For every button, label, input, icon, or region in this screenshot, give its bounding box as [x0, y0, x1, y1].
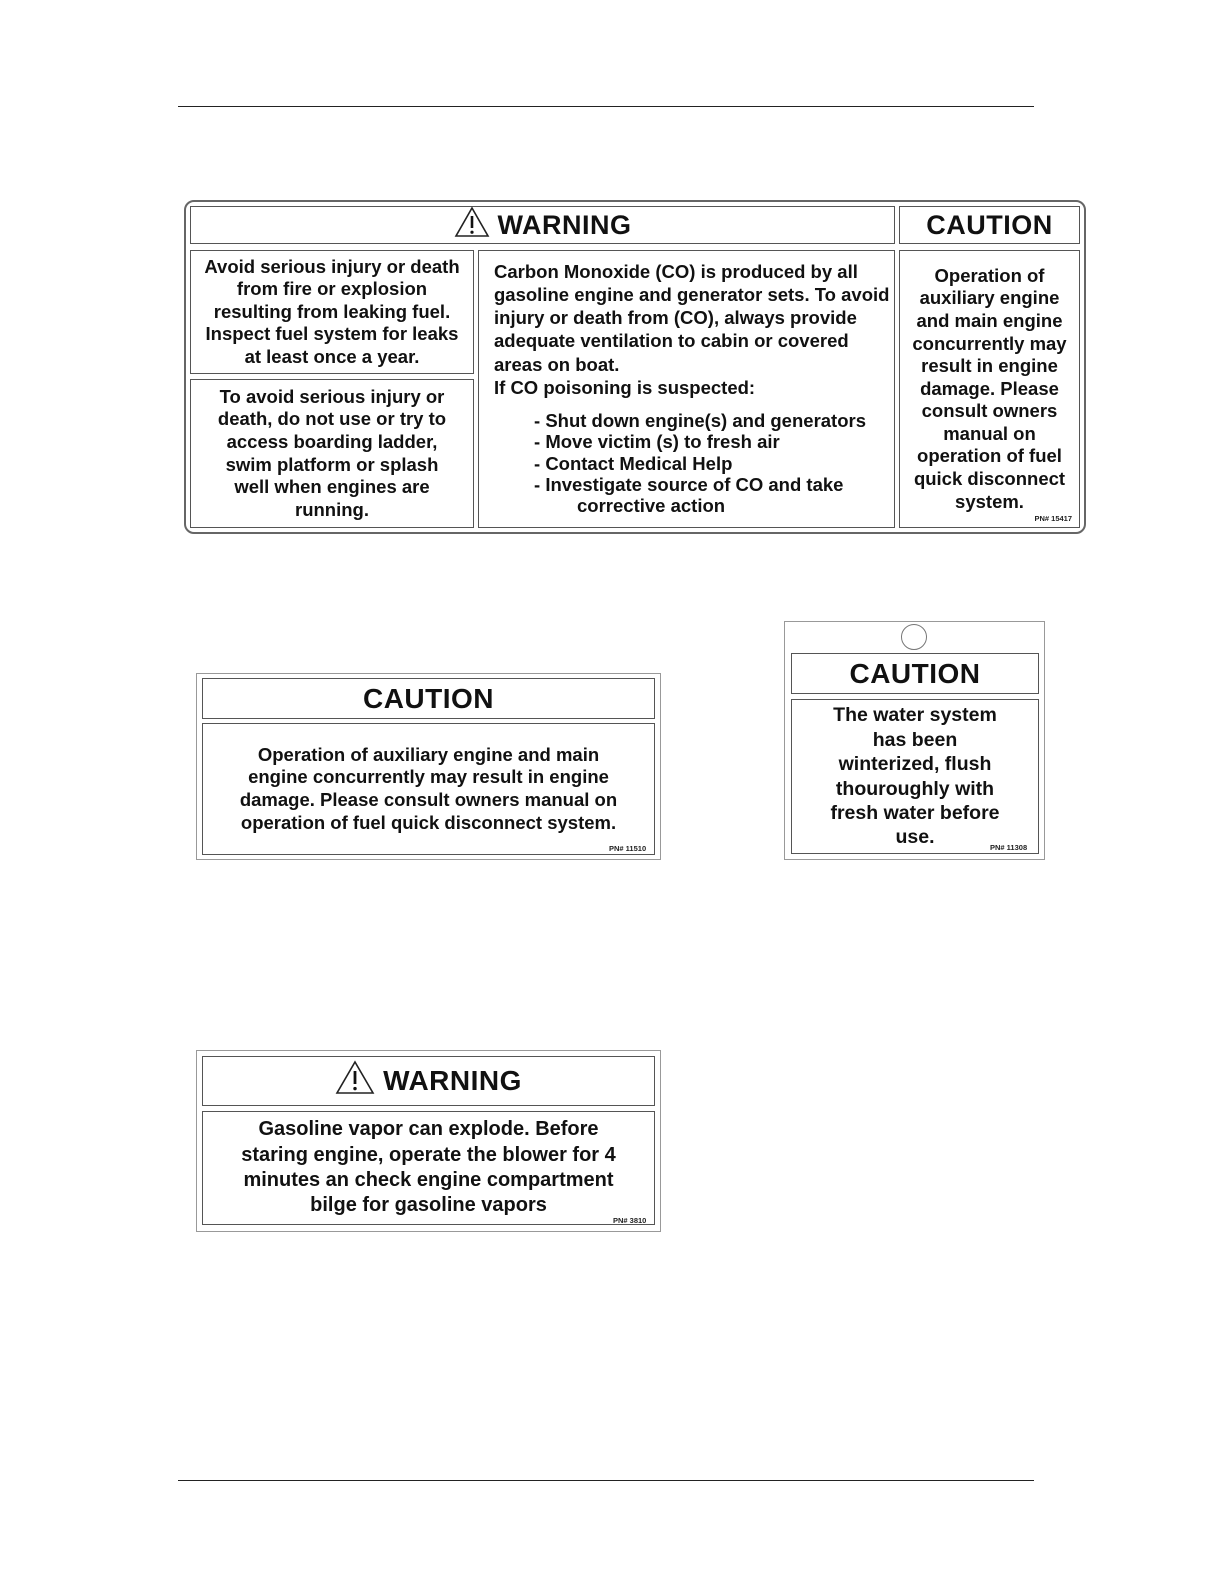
fuel-disconnect-heading — [202, 678, 655, 719]
boarding-ladder-panel — [190, 379, 474, 528]
vapor-warning-body — [202, 1111, 655, 1225]
fuel-disconnect-heading-text: CAUTION — [362, 682, 495, 714]
water-system-heading — [791, 653, 1039, 694]
vapor-warning-heading — [202, 1056, 655, 1106]
boarding-ladder-text: To avoid serious injury or death, do not use or try to access boarding ladder, swim platform or splash well when engines are running. — [217, 385, 447, 520]
main-caution-heading-text: CAUTION — [926, 209, 1053, 240]
carbon-monoxide-panel — [478, 250, 895, 528]
co-step: - Shut down engine(s) and generators — [534, 410, 866, 431]
co-intro-text: Carbon Monoxide (CO) is produced by all gasoline engine and generator sets. To avoid injury or death from (CO), always provide adequate ventilation to cabin or covered areas on boat. — [494, 261, 890, 375]
co-steps-list — [534, 410, 866, 516]
part-number: PN# 11308 — [990, 843, 1028, 852]
co-step: - Move victim (s) to fresh air — [534, 431, 866, 452]
part-number: PN# 11510 — [609, 844, 647, 853]
main-caution-heading — [899, 206, 1080, 244]
vapor-warning-text: Gasoline vapor can explode. Before staring engine, operate the blower for 4 minutes an check engine compartment bilge for gasoline vapors — [241, 1118, 616, 1217]
main-warning-heading — [190, 206, 895, 244]
fuel-disconnect-text: Operation of auxiliary engine and main engine concurrently may result in engine damage. Please consult owners manual on operation of fuel quick disconnect system. — [239, 743, 618, 833]
aux-engine-text: Operation of auxiliary engine and main engine concurrently may result in engine damage. Please consult owners manual on operation of fuel quick disconnect system. — [912, 264, 1067, 512]
co-step: - Contact Medical Help — [534, 453, 866, 474]
water-system-body — [791, 699, 1039, 854]
fuel-leak-text: Avoid serious injury or death from fire or explosion resulting from leaking fuel. Inspect fuel system for leaks at least once a year. — [204, 255, 460, 367]
water-system-heading-text: CAUTION — [849, 657, 981, 689]
header-rule — [178, 106, 1034, 107]
hang-hole-icon — [901, 624, 927, 650]
main-warning-heading-text: WARNING — [497, 209, 632, 240]
co-step-continuation: corrective action — [577, 495, 726, 517]
vapor-warning-heading-text: WARNING — [383, 1065, 522, 1096]
warning-triangle-icon — [335, 1060, 375, 1102]
fuel-leak-panel — [190, 250, 474, 374]
footer-rule — [178, 1480, 1034, 1481]
part-number: PN# 15417 — [1034, 514, 1072, 523]
aux-engine-panel — [899, 250, 1080, 528]
co-step: - Investigate source of CO and take corrective action — [534, 474, 866, 517]
part-number: PN# 3810 — [613, 1216, 647, 1225]
co-suspected-text: If CO poisoning is suspected: — [494, 377, 756, 398]
warning-triangle-icon — [454, 206, 490, 245]
water-system-text: The water system has been winterized, flush thouroughly with fresh water before use. — [830, 704, 1000, 849]
fuel-disconnect-body — [202, 723, 655, 855]
